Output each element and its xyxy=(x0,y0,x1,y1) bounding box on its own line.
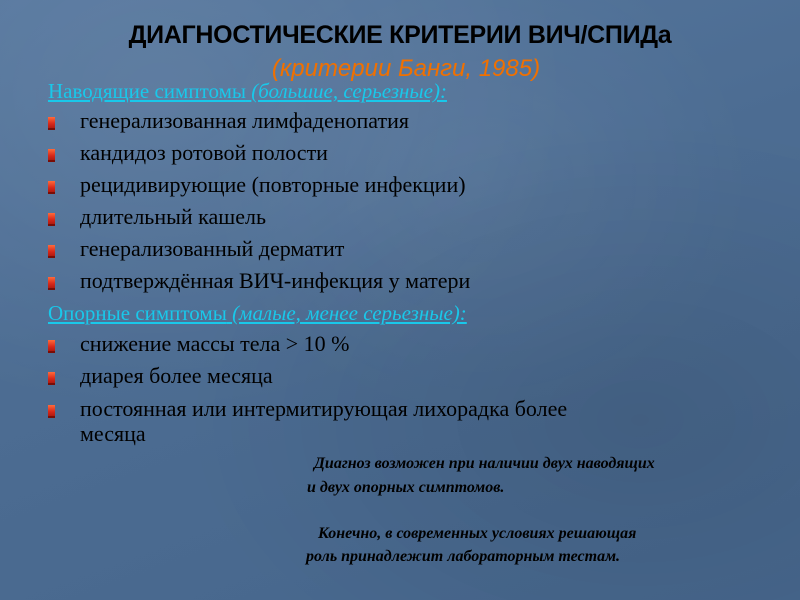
bullet-icon xyxy=(48,405,55,418)
minor-heading-qualifier: (малые, менее серьезные): xyxy=(232,301,467,325)
list-item-text: кандидоз ротовой полости xyxy=(80,140,328,165)
diagnosis-note-line-1: Диагноз возможен при наличии двух наводящих xyxy=(314,455,655,472)
list-item-text: рецидивирующие (повторные инфекции) xyxy=(80,172,466,197)
list-item-text: месяца xyxy=(80,421,146,446)
minor-symptoms-heading xyxy=(48,301,467,325)
list-item-text: постоянная или интермитирующая лихорадка более xyxy=(80,396,568,421)
list-item-text: снижение массы тела > 10 % xyxy=(80,331,350,356)
list-item-text: подтверждённая ВИЧ-инфекция у матери xyxy=(80,268,471,293)
bullet-icon xyxy=(48,372,55,385)
bullet-icon xyxy=(48,149,55,162)
lab-note-line-2: роль принадлежит лабораторным тестам. xyxy=(306,548,621,565)
list-item-text: генерализованный дерматит xyxy=(80,236,345,261)
list-item-text: длительный кашель xyxy=(80,204,267,229)
diagnosis-note-line-2: и двух опорных симптомов. xyxy=(307,479,505,496)
major-heading-qualifier: (большие, серьезные): xyxy=(251,79,447,103)
major-heading-label: Наводящие симптомы xyxy=(48,79,246,103)
minor-heading-label: Опорные симптомы xyxy=(48,301,227,325)
bullet-icon xyxy=(48,213,55,226)
bullet-icon xyxy=(48,245,55,258)
major-symptoms-heading xyxy=(48,79,447,103)
lab-note-line-1: Конечно, в современных условиях решающая xyxy=(318,525,637,542)
list-item-text: генерализованная лимфаденопатия xyxy=(80,108,410,133)
bullet-icon xyxy=(48,340,55,353)
bullet-icon xyxy=(48,117,55,130)
slide-subtitle: (критерии Банги, 1985) xyxy=(271,55,541,82)
slide-title: ДИАГНОСТИЧЕСКИЕ КРИТЕРИИ ВИЧ/СПИДа xyxy=(128,21,672,49)
bullet-icon xyxy=(48,277,55,290)
list-item-text: диарея более месяца xyxy=(80,363,273,388)
bullet-icon xyxy=(48,181,55,194)
